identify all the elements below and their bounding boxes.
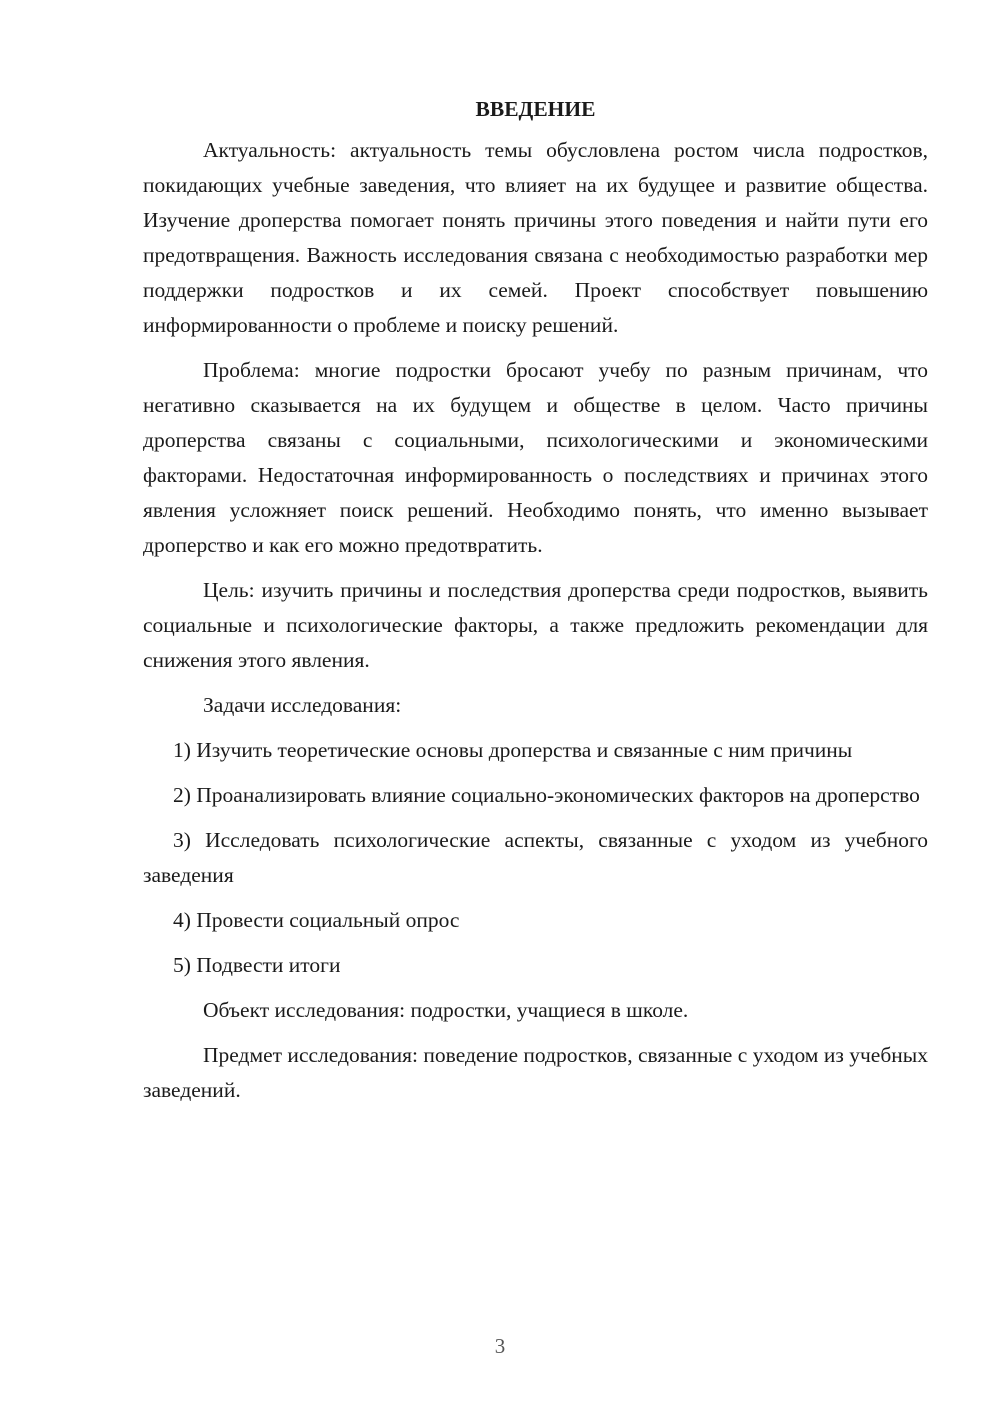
document-page <box>143 92 928 1118</box>
tasks-heading: Задачи исследования: <box>203 693 402 717</box>
list-item: 2) Проанализировать влияние социально-экономических факторов на дроперство <box>173 783 920 807</box>
tasks-list <box>143 733 928 983</box>
page-number: 3 <box>494 1334 506 1358</box>
list-item: 3) Исследовать психологические аспекты, связанные с уходом из учебного заведения <box>143 828 928 887</box>
list-item: 1) Изучить теоретические основы дроперства и связанные с ним причины <box>173 738 853 762</box>
list-item: 5) Подвести итоги <box>173 953 341 977</box>
paragraph-relevance: Актуальность: актуальность темы обусловлена ростом числа подростков, покидающих учебные заведения, что влияет на их будущее и развитие общества. Изучение дроперства помогает понять причины этого поведения и найти пути его предотвращения. Важность исследования связана с необходимостью разработки мер поддержки подростков и их семей. Проект способствует повышению информированности о проблеме и поиску решений. <box>143 138 928 337</box>
page-title: ВВЕДЕНИЕ <box>475 97 596 121</box>
paragraph-subject: Предмет исследования: поведение подростков, связанные с уходом из учебных заведений. <box>143 1043 928 1102</box>
list-item: 4) Провести социальный опрос <box>173 908 460 932</box>
paragraph-problem: Проблема: многие подростки бросают учебу по разным причинам, что негативно сказывается на их будущем и обществе в целом. Часто причины дроперства связаны с социальными, психологическими и экономическими факторами. Недостаточная информированность о последствиях и причинах этого явления усложняет поиск решений. Необходимо понять, что именно вызывает дроперство и как его можно предотвратить. <box>143 358 928 557</box>
paragraph-goal: Цель: изучить причины и последствия дроперства среди подростков, выявить социальные и психологические факторы, а также предложить рекомендации для снижения этого явления. <box>143 578 928 672</box>
paragraph-object: Объект исследования: подростки, учащиеся в школе. <box>203 998 689 1022</box>
